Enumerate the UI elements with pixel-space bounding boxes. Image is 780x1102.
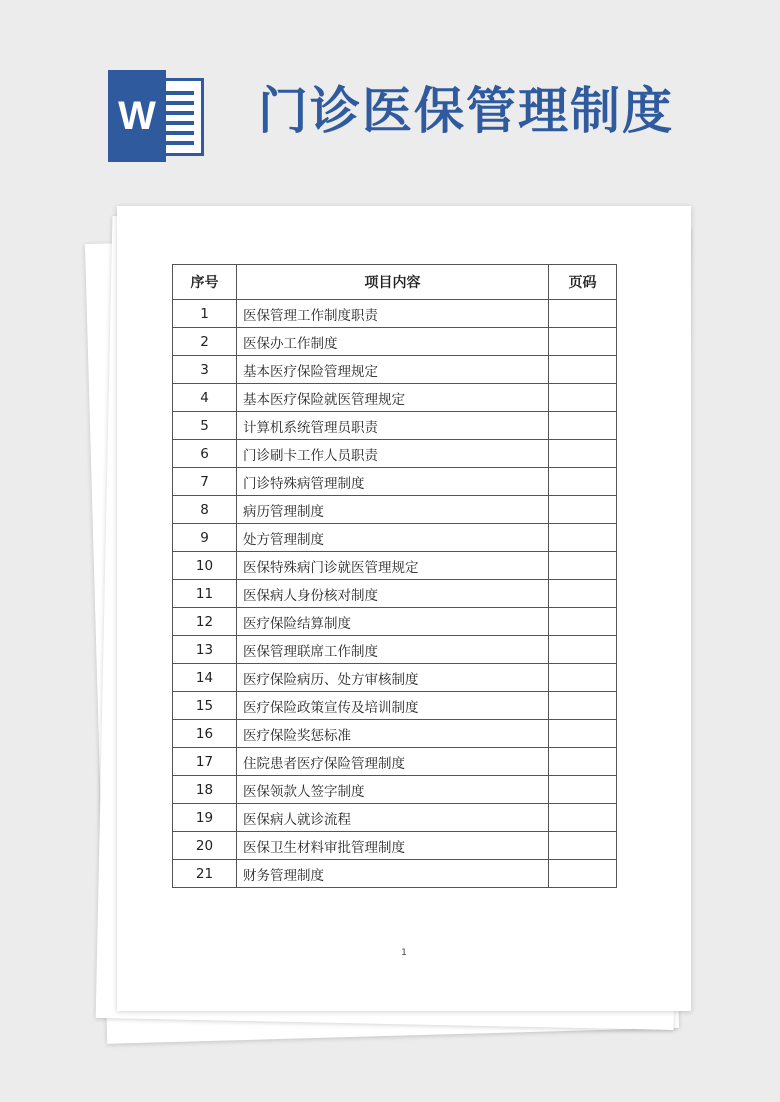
row-number: 20 [173,832,237,860]
row-page [549,664,617,692]
table-row [173,860,617,888]
row-number: 8 [173,496,237,524]
table-header-row [173,265,617,300]
row-page [549,384,617,412]
row-content: 住院患者医疗保险管理制度 [237,748,549,776]
row-content: 财务管理制度 [237,860,549,888]
row-number: 4 [173,384,237,412]
row-content: 医保卫生材料审批管理制度 [237,832,549,860]
row-page [549,328,617,356]
table-row [173,720,617,748]
table-row [173,692,617,720]
row-number: 9 [173,524,237,552]
row-number: 1 [173,300,237,328]
row-page [549,412,617,440]
word-logo-icon [108,70,208,162]
row-number: 2 [173,328,237,356]
table-row [173,608,617,636]
table-row [173,300,617,328]
row-number: 12 [173,608,237,636]
column-header-number: 序号 [173,265,237,300]
row-page [549,524,617,552]
row-content: 门诊特殊病管理制度 [237,468,549,496]
header [0,0,780,200]
row-content: 医保领款人签字制度 [237,776,549,804]
row-number: 11 [173,580,237,608]
row-content: 基本医疗保险管理规定 [237,356,549,384]
row-number: 17 [173,748,237,776]
row-page [549,608,617,636]
row-number: 21 [173,860,237,888]
row-page [549,832,617,860]
row-page [549,692,617,720]
row-number: 7 [173,468,237,496]
table-row [173,776,617,804]
row-page [549,552,617,580]
row-number: 15 [173,692,237,720]
page-number: 1 [401,948,407,958]
table-row [173,496,617,524]
row-number: 16 [173,720,237,748]
row-page [549,580,617,608]
row-page [549,776,617,804]
row-content: 医疗保险政策宣传及培训制度 [237,692,549,720]
table-row [173,468,617,496]
row-content: 医保办工作制度 [237,328,549,356]
table-of-contents [172,264,617,888]
row-content: 处方管理制度 [237,524,549,552]
document-page [117,206,691,1011]
word-logo-letter: W [108,70,166,162]
row-page [549,636,617,664]
table-row [173,832,617,860]
row-page [549,468,617,496]
row-content: 计算机系统管理员职责 [237,412,549,440]
row-number: 3 [173,356,237,384]
row-page [549,804,617,832]
table-body [173,300,617,888]
row-page [549,356,617,384]
table-row [173,384,617,412]
row-number: 6 [173,440,237,468]
table-row [173,580,617,608]
row-content: 病历管理制度 [237,496,549,524]
row-number: 14 [173,664,237,692]
table-row [173,748,617,776]
row-content: 医保管理工作制度职责 [237,300,549,328]
table-row [173,412,617,440]
row-page [549,748,617,776]
row-content: 门诊刷卡工作人员职责 [237,440,549,468]
row-number: 19 [173,804,237,832]
row-number: 10 [173,552,237,580]
row-page [549,860,617,888]
row-page [549,720,617,748]
row-page [549,440,617,468]
table-row [173,804,617,832]
table-row [173,552,617,580]
row-number: 18 [173,776,237,804]
page-title: 门诊医保管理制度 [258,81,674,140]
table-row [173,664,617,692]
row-content: 医疗保险结算制度 [237,608,549,636]
table-row [173,356,617,384]
column-header-content: 项目内容 [237,265,549,300]
row-number: 13 [173,636,237,664]
row-content: 医疗保险奖惩标准 [237,720,549,748]
row-content: 基本医疗保险就医管理规定 [237,384,549,412]
row-content: 医保管理联席工作制度 [237,636,549,664]
table-row [173,636,617,664]
table-row [173,440,617,468]
row-content: 医疗保险病历、处方审核制度 [237,664,549,692]
column-header-page: 页码 [549,265,617,300]
row-content: 医保特殊病门诊就医管理规定 [237,552,549,580]
row-page [549,496,617,524]
table-row [173,524,617,552]
row-content: 医保病人身份核对制度 [237,580,549,608]
row-page [549,300,617,328]
table-row [173,328,617,356]
row-number: 5 [173,412,237,440]
row-content: 医保病人就诊流程 [237,804,549,832]
